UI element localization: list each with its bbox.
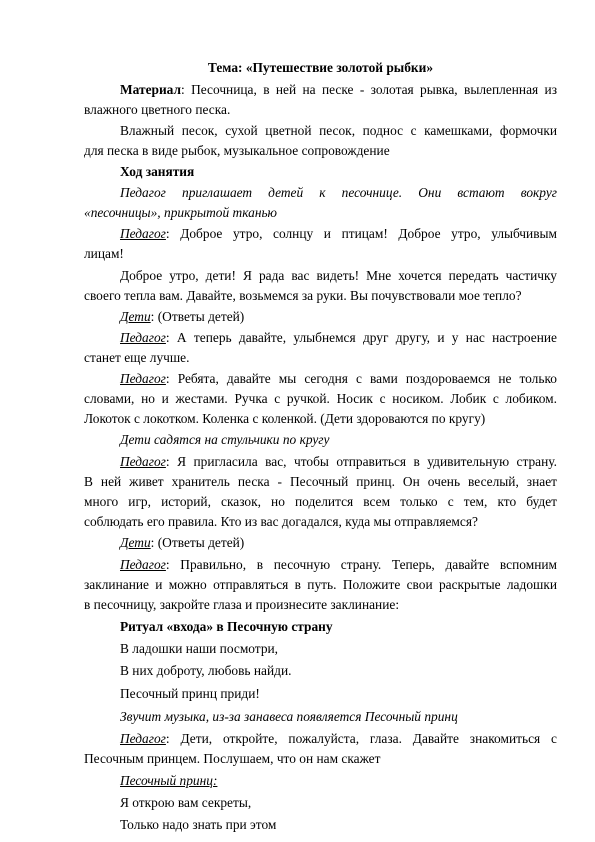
teacher-line-5-cont: В ней живет хранитель песка - Песочный принц. Он очень веселый, знает: [84, 474, 557, 489]
verse-line: В них доброту, любовь найди.: [120, 663, 292, 678]
verse-line: Песочный принц приди!: [120, 686, 260, 701]
prince-speaker-label: Песочный принц:: [120, 773, 218, 788]
page-title: Тема: «Путешествие золотой рыбки»: [207, 60, 434, 75]
speaker-label: Педагог: [120, 371, 166, 386]
children-reply-2: Дети: (Ответы детей): [120, 535, 245, 550]
teacher-line-7: Педагог: Дети, откройте, пожалуйста, глаза. Давайте знакомиться с: [120, 731, 557, 746]
children-reply-1: Дети: (Ответы детей): [120, 309, 245, 324]
teacher-line-6-cont2: в песочницу, закройте глаза и произнесите заклинание:: [84, 597, 400, 612]
stage-direction-1-cont: «песочницы», прикрытой тканью: [84, 205, 277, 220]
teacher-line-2-cont: своего тепла вам. Давайте, возьмемся за руки. Вы почувствовали мое тепло?: [84, 288, 522, 303]
verse-line: Только надо знать при этом: [120, 817, 277, 832]
stage-direction-2: Дети садятся на стульчики по кругу: [120, 432, 330, 447]
verse-line: Я открою вам секреты,: [120, 795, 252, 810]
speaker-label: Дети: [120, 535, 151, 550]
paragraph-materials: Материал: Песочница, в ней на песке - золотая рывка, вылепленная из: [120, 82, 557, 97]
speaker-label: Педагог: [120, 557, 166, 572]
materials-label: Материал: [120, 82, 181, 97]
speaker-label: Педагог: [120, 454, 166, 469]
teacher-line-7-cont: Песочным принцем. Послушаем, что он нам скажет: [84, 751, 381, 766]
teacher-line-5: Педагог: Я пригласила вас, чтобы отправиться в удивительную страну.: [120, 454, 557, 469]
teacher-line-6-cont: заклинание и можно отправляться в путь. Положите свои раскрытые ладошки: [84, 577, 557, 592]
stage-direction-3: Звучит музыка, из-за занавеса появляется Песочный принц: [120, 709, 458, 724]
heading-ritual: Ритуал «входа» в Песочную страну: [120, 619, 333, 634]
teacher-line-4-cont2: Локоток с локотком. Коленка с коленкой. (Дети здороваются по кругу): [84, 411, 486, 426]
teacher-line-6: Педагог: Правильно, в песочную страну. Теперь, давайте вспомним: [120, 557, 557, 572]
teacher-line-2: Доброе утро, дети! Я рада вас видеть! Мне хочется передать частичку: [120, 268, 557, 283]
teacher-line-4: Педагог: Ребята, давайте мы сегодня с вами поздороваемся не только: [120, 371, 557, 386]
teacher-line-1: Педагог: Доброе утро, солнцу и птицам! Доброе утро, улыбчивым: [120, 226, 557, 241]
speaker-label: Дети: [120, 309, 151, 324]
verse-line: В ладошки наши посмотри,: [120, 641, 279, 656]
paragraph-equipment-cont: для песка в виде рыбок, музыкальное сопровождение: [84, 143, 390, 158]
heading-lesson-progress: Ход занятия: [120, 164, 195, 179]
speaker-label: Педагог: [120, 226, 166, 241]
teacher-line-4-cont: словами, но и жестами. Ручка с ручкой. Носик с носиком. Лобик с лобиком.: [84, 391, 557, 406]
teacher-line-5-cont2: много игр, историй, сказок, но поделится всем только с тем, кто будет: [84, 494, 557, 509]
teacher-line-1-cont: лицам!: [84, 246, 124, 261]
stage-direction-1: Педагог приглашает детей к песочнице. Они встают вокруг: [120, 185, 557, 200]
teacher-line-3: Педагог: А теперь давайте, улыбнемся друг другу, и у нас настроение: [120, 330, 557, 345]
teacher-line-3-cont: станет еще лучше.: [84, 350, 190, 365]
teacher-line-5-cont3: соблюдать его правила. Кто из вас догадался, куда мы отправляемся?: [84, 514, 478, 529]
speaker-label: Педагог: [120, 330, 166, 345]
paragraph-materials-cont: влажного цветного песка.: [84, 102, 231, 117]
speaker-label: Педагог: [120, 731, 166, 746]
paragraph-equipment: Влажный песок, сухой цветной песок, поднос с камешками, формочки: [120, 123, 557, 138]
